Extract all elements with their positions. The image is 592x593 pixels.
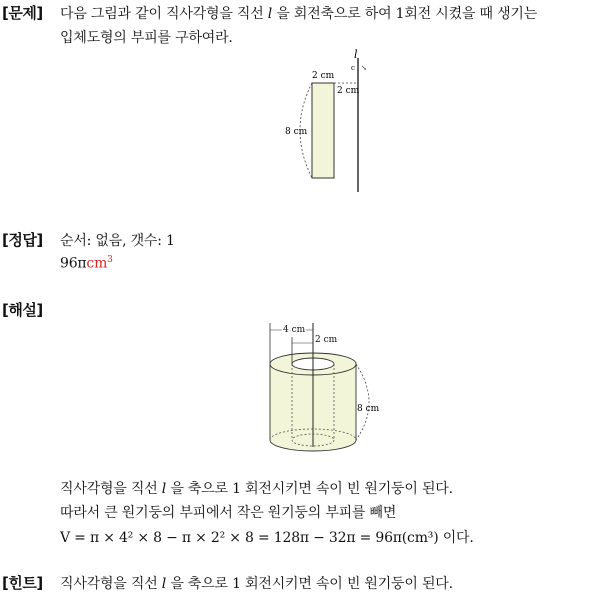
hint-line-1 [60, 573, 453, 593]
problem-text-a: 다음 그림과 같이 직사각형을 직선 [60, 6, 268, 22]
axis-arrow-mark-2: ↘ [361, 64, 367, 72]
width-label: 2 cm [312, 71, 335, 81]
outer-radius-label: 4 cm [283, 325, 306, 335]
inner-radius-label: 2 cm [315, 335, 338, 345]
problem-axis-var: l [267, 6, 273, 22]
hint-tag: [힌트] [2, 574, 43, 592]
gap-label: 2 cm [337, 86, 360, 96]
height-label: 8 cm [285, 127, 308, 137]
explanation-height-label: 8 cm [357, 404, 380, 414]
explanation-height-arc [356, 364, 369, 440]
explanation-tag: [해설] [2, 301, 43, 319]
explanation-line-2: 따라서 큰 원기둥의 부피에서 작은 원기둥의 부피를 빼면 [60, 505, 397, 521]
explanation-line-1 [60, 478, 453, 498]
rectangle-shape [312, 83, 334, 178]
hint-axis-var: l [161, 576, 167, 592]
explanation-axis-var: l [161, 481, 167, 497]
axis-arrow-mark: c [351, 64, 355, 72]
answer-value [60, 255, 113, 272]
answer-value-exp: 3 [107, 255, 113, 265]
explanation-figure [0, 315, 592, 485]
answer-line-1: 순서: 없음, 갯수: 1 [60, 233, 175, 249]
answer-value-unit: cm [86, 255, 108, 272]
explanation-line-3: V = π × 4² × 8 − π × 2² × 8 = 128π − 32π = 96π(cm³) 이다. [60, 530, 474, 546]
answer-value-num: 96π [60, 255, 87, 272]
answer-tag: [정답] [2, 231, 43, 249]
problem-tag: [문제] [2, 4, 43, 22]
explanation-text-b: 을 축으로 1 회전시키면 속이 빈 원기둥이 된다. [166, 481, 453, 497]
hint-text-a: 직사각형을 직선 [60, 576, 162, 592]
problem-line-2: 입체도형의 부피를 구하여라. [60, 30, 233, 46]
problem-figure [0, 0, 592, 200]
axis-label: l [354, 48, 358, 61]
problem-text-b: 을 회전축으로 하여 1회전 시켰을 때 생기는 [272, 6, 538, 22]
hint-text-b: 을 축으로 1 회전시키면 속이 빈 원기둥이 된다. [166, 576, 453, 592]
explanation-text-a: 직사각형을 직선 [60, 481, 162, 497]
